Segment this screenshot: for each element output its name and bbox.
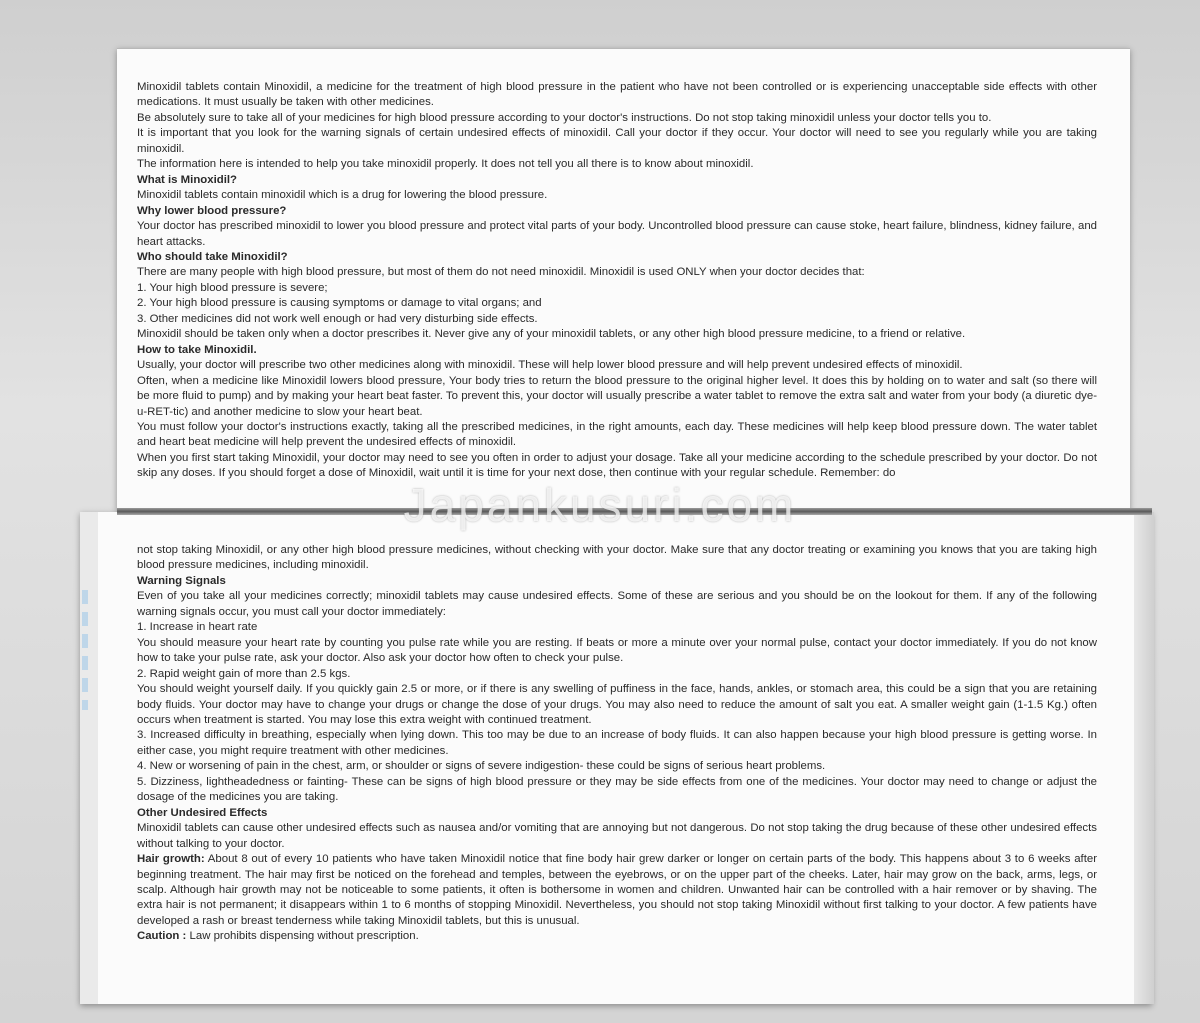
paragraph: 5. Dizziness, lightheadedness or fainting- These can be signs of high blood pressure or they may be side effects from one of the medicines. Your doctor may need to change or adjust the dosage of the medicines you are taking. <box>137 775 1097 804</box>
section-heading-who-should-take-minoxidil: Who should take Minoxidil? <box>137 250 288 263</box>
paragraph: Minoxidil tablets contain Minoxidil, a medicine for the treatment of high blood pressure in the patient who have not been controlled or is experiencing unacceptable side effects with other medications. It must usually be taken with other medicines. <box>137 81 1097 109</box>
paragraph: Minoxidil tablets can cause other undesired effects such as nausea and/or vomiting that are annoying but not dangerous. Do not stop taking the drug because of these other undesired effects without talking to your doctor. <box>137 822 1097 850</box>
section-heading-other-undesired-effects: Other Undesired Effects <box>137 806 268 819</box>
section-heading-why-lower-blood-pressure: Why lower blood pressure? <box>137 204 287 217</box>
paragraph: Be absolutely sure to take all of your medicines for high blood pressure according to your doctor's instructions. Do not stop taking minoxidil unless your doctor tells you to. <box>137 111 992 124</box>
top-panel-text <box>137 80 1097 482</box>
paragraph: 4. New or worsening of pain in the chest, arm, or shoulder or signs of severe indigestion- these could be signs of serious heart problems. <box>137 760 826 773</box>
paragraph: 3. Increased difficulty in breathing, especially when lying down. This too may be due to an increase of body fluids. It can also happen because your high blood pressure is getting worse. In either case, you might require treatment with other medicines. <box>137 729 1097 757</box>
paragraph: When you first start taking Minoxidil, your doctor may need to see you often in order to adjust your dosage. Take all your medicine according to the schedule prescribed by your doctor. Do not skip any doses. If you should forget a dose of Minoxidil, wait until it is time for your next dose, then continue with your regular schedule. Remember: do <box>137 451 1097 480</box>
box-blue-print-mark <box>82 590 88 710</box>
paragraph: 1. Increase in heart rate <box>137 621 258 634</box>
box-side-edge <box>1134 512 1154 1004</box>
paragraph: It is important that you look for the warning signals of certain undesired effects of minoxidil. Call your doctor if they occur. Your doctor will need to see you regularly while you are taking minoxidil. <box>137 127 1097 155</box>
bottom-panel-text <box>137 543 1097 945</box>
section-heading-how-to-take-minoxidil: How to take Minoxidil. <box>137 343 257 356</box>
inline-label: Caution : <box>137 930 187 943</box>
paragraph-hair-growth <box>137 852 1097 929</box>
paragraph: The information here is intended to help you take minoxidil properly. It does not tell you all there is to know about minoxidil. <box>137 158 754 171</box>
paragraph: Minoxidil tablets contain minoxidil which is a drug for lowering the blood pressure. <box>137 189 548 202</box>
paragraph: not stop taking Minoxidil, or any other high blood pressure medicines, without checking with your doctor. Make sure that any doctor treating or examining you knows that you are taking high blood pressure medicines, including minoxidil. <box>137 544 1097 572</box>
paragraph: 1. Your high blood pressure is severe; <box>137 281 328 294</box>
inline-text: Law prohibits dispensing without prescription. <box>186 930 419 943</box>
paragraph: There are many people with high blood pressure, but most of them do not need minoxidil. Minoxidil is used ONLY when your doctor decides that: <box>137 266 865 279</box>
paragraph: Usually, your doctor will prescribe two other medicines along with minoxidil. These will help lower blood pressure and will help prevent undesired effects of minoxidil. <box>137 359 963 372</box>
paragraph: Your doctor has prescribed minoxidil to lower you blood pressure and protect vital parts of your body. Uncontrolled blood pressure can cause stoke, heart failure, blindness, kidney failure, and heart attacks. <box>137 220 1097 248</box>
section-heading-warning-signals: Warning Signals <box>137 574 226 587</box>
inline-text: About 8 out of every 10 patients who have taken Minoxidil notice that fine body hair grew darker or longer on certain parts of the body. This happens about 3 to 6 weeks after beginning treatment. The hair may first be noticed on the forehead and temples, between the eyebrows, or on the upper part of the cheeks. Later, hair may grow on the back, arms, legs, or scalp. Although hair growth may not be noticeable to some patients, it often is bothersome in women and children. Unwanted hair can be controlled with a hair remover or by shaving. The extra hair is not permanent; it disappears within 1 to 6 months of stopping Minoxidil. Nevertheless, you should not stop taking Minoxidil without first talking to your doctor. A few patients have developed a rash or breast tenderness while taking Minoxidil tablets, but this is unusual. <box>137 853 1097 927</box>
paragraph: 2. Your high blood pressure is causing symptoms or damage to vital organs; and <box>137 297 542 310</box>
paragraph: Even of you take all your medicines correctly; minoxidil tablets may cause undesired effects. Some of these are serious and you should be on the lookout for them. If any of the following warning signals occur, you must call your doctor immediately: <box>137 590 1097 618</box>
paragraph-caution <box>137 929 1097 944</box>
paragraph: 2. Rapid weight gain of more than 2.5 kgs. <box>137 667 351 680</box>
inline-label: Hair growth: <box>137 853 205 866</box>
paragraph: You must follow your doctor's instructions exactly, taking all the prescribed medicines, in the right amounts, each day. These medicines will help keep blood pressure down. The water tablet and heart beat medicine will help prevent the undesired effects of minoxidil. <box>137 420 1097 449</box>
paragraph: You should weight yourself daily. If you quickly gain 2.5 or more, or if there is any swelling of puffiness in the face, hands, ankles, or stomach area, this could be a sign that you are retaining body fluids. Your doctor may have to change your drugs or change the dose of your drugs. You may also need to reduce the amount of salt you eat. A smaller weight gain (1-1.5 Kg.) often occurs when treatment is started. You may lose this extra weight with continued treatment. <box>137 683 1097 726</box>
section-heading-what-is-minoxidil: What is Minoxidil? <box>137 173 237 186</box>
paragraph: You should measure your heart rate by counting you pulse rate while you are resting. If beats or more a minute over your normal pulse, contact your doctor immediately. If you do not know how to take your pulse rate, ask your doctor. Also ask your doctor how often to check your pulse. <box>137 636 1097 665</box>
paragraph: Minoxidil should be taken only when a doctor prescribes it. Never give any of your minoxidil tablets, or any other high blood pressure medicine, to a friend or relative. <box>137 328 966 341</box>
paragraph: 3. Other medicines did not work well enough or had very disturbing side effects. <box>137 312 538 325</box>
paragraph: Often, when a medicine like Minoxidil lowers blood pressure, Your body tries to return the blood pressure to the original higher level. It does this by holding on to water and salt (so there will be more fluid to pump) and by making your heart beat faster. To prevent this, your doctor will usually prescribe a water tablet to remove the extra salt and water from your body (a diuretic dye-u-RET-tic) and another medicine to slow your heart beat. <box>137 374 1097 418</box>
watermark: Japankusuri.com <box>403 479 797 531</box>
